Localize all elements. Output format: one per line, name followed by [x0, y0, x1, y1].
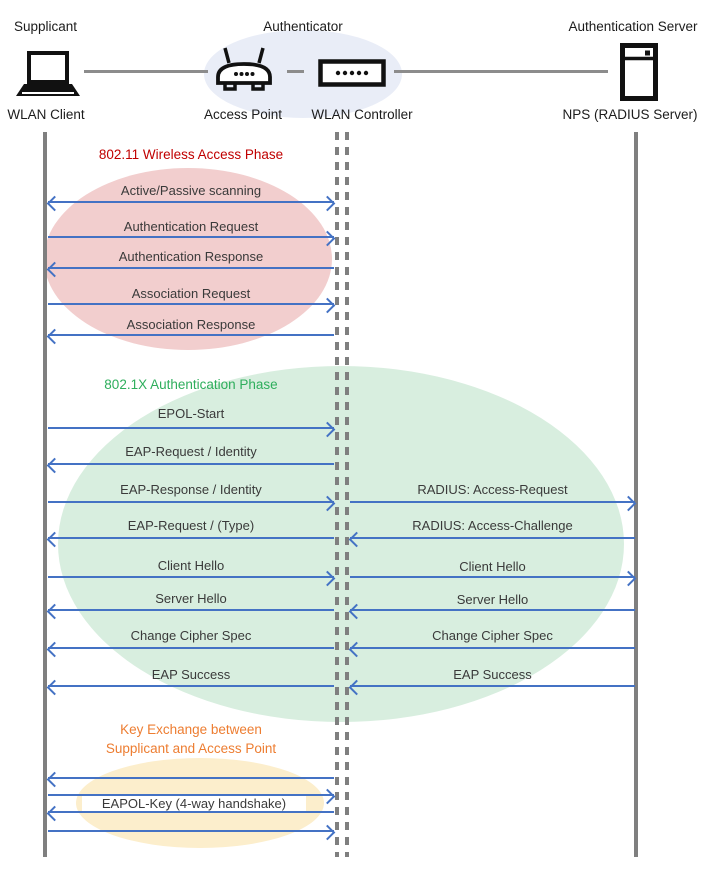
arrow-eapol-key-1	[47, 772, 335, 783]
arrow-eap-success-left	[47, 680, 335, 691]
msg-radius-access-challenge: RADIUS: Access-Challenge	[412, 518, 573, 533]
authenticator-role-label: Authenticator	[263, 19, 343, 34]
key-exchange-phase-title-line1: Key Exchange between	[120, 722, 262, 737]
msg-client-hello-right: Client Hello	[459, 559, 526, 574]
msg-epol-start: EPOL-Start	[157, 406, 225, 421]
msg-server-hello-left: Server Hello	[155, 591, 227, 606]
arrow-eapol-key-4	[47, 825, 335, 836]
arrow-authentication-response	[47, 262, 335, 273]
arrow-client-hello-right	[349, 571, 636, 582]
msg-radius-access-request: RADIUS: Access-Request	[417, 482, 568, 497]
ap-controller-connector-line	[287, 70, 304, 73]
arrow-eapol-key-2	[47, 789, 335, 800]
arrow-eap-request-identity	[47, 458, 335, 469]
access-point-icon	[212, 46, 276, 96]
arrow-server-hello-left	[47, 604, 335, 615]
arrow-authentication-request	[47, 231, 335, 242]
arrow-eap-response-identity	[47, 496, 335, 507]
msg-eap-success-left: EAP Success	[151, 667, 231, 682]
arrow-change-cipher-spec-right	[349, 642, 636, 653]
server-icon	[620, 43, 658, 101]
wlan-client-label: WLAN Client	[7, 107, 85, 122]
wlan-controller-lifeline-left	[335, 132, 339, 857]
arrow-server-hello-right	[349, 604, 636, 615]
laptop-icon	[12, 50, 82, 102]
msg-server-hello-right: Server Hello	[456, 592, 529, 607]
authentication-server-role-label: Authentication Server	[568, 19, 698, 34]
msg-client-hello-left: Client Hello	[157, 558, 225, 573]
arrow-radius-access-challenge	[349, 532, 636, 543]
msg-eap-request-identity: EAP-Request / Identity	[125, 444, 257, 459]
msg-authentication-request: Authentication Request	[123, 219, 259, 234]
msg-authentication-response: Authentication Response	[118, 249, 264, 264]
access-point-label: Access Point	[203, 107, 283, 122]
wlan-controller-label: WLAN Controller	[311, 107, 413, 122]
wlan-controller-icon	[318, 59, 386, 87]
arrow-change-cipher-spec-left	[47, 642, 335, 653]
arrow-association-request	[47, 298, 335, 309]
key-exchange-phase-title-line2: Supplicant and Access Point	[105, 741, 277, 756]
arrow-epol-start	[47, 422, 335, 433]
controller-server-connector-line	[394, 70, 608, 73]
msg-association-response: Association Response	[126, 317, 256, 332]
arrow-radius-access-request	[349, 496, 636, 507]
msg-eapol-key-handshake: EAPOL-Key (4-way handshake)	[82, 795, 306, 812]
arrow-eapol-key-3	[47, 806, 335, 817]
supplicant-role-label: Supplicant	[14, 19, 78, 34]
client-ap-connector-line	[84, 70, 208, 73]
msg-eap-response-identity: EAP-Response / Identity	[120, 482, 262, 497]
msg-change-cipher-spec-right: Change Cipher Spec	[432, 628, 553, 643]
arrow-eap-success-right	[349, 680, 636, 691]
arrow-active-passive-scanning	[47, 196, 335, 207]
dot1x-auth-phase-title: 802.1X Authentication Phase	[104, 377, 278, 392]
msg-association-request: Association Request	[131, 286, 251, 301]
arrow-eap-request-type	[47, 532, 335, 543]
msg-eap-success-right: EAP Success	[453, 667, 532, 682]
msg-active-passive-scanning: Active/Passive scanning	[120, 183, 262, 198]
msg-eap-request-type: EAP-Request / (Type)	[127, 518, 255, 533]
nps-radius-server-label: NPS (RADIUS Server)	[562, 107, 698, 122]
msg-change-cipher-spec-left: Change Cipher Spec	[130, 628, 252, 643]
wireless-access-phase-title: 802.11 Wireless Access Phase	[98, 147, 284, 162]
arrow-association-response	[47, 329, 335, 340]
arrow-client-hello-left	[47, 571, 335, 582]
